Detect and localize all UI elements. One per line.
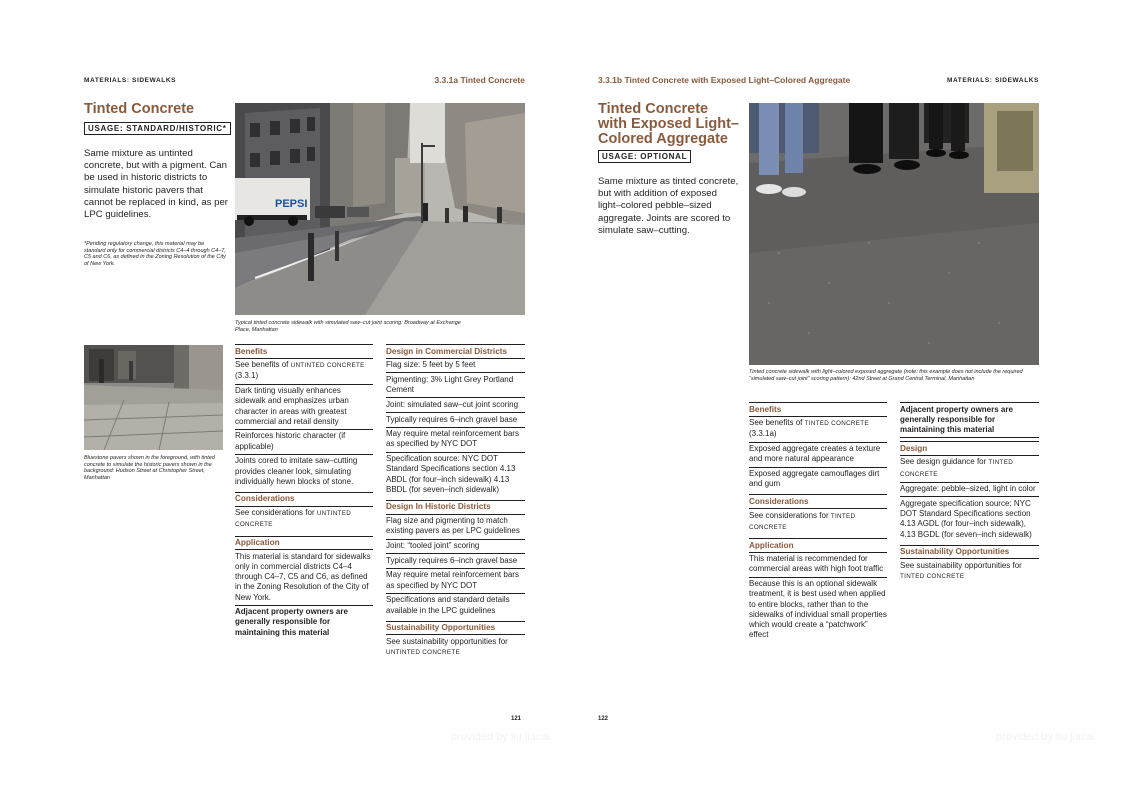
design-item: Flag size: 5 feet by 5 feet: [386, 359, 525, 374]
benefits-item: Joints cored to imitate saw–cutting provides cleaner look, simulating individually hewn blocks of stone.: [235, 456, 358, 486]
running-header-section: 3.3.1b Tinted Concrete with Exposed Light–Colored Aggregate: [598, 75, 851, 85]
adjacent-owners-note: Adjacent property owners are generally responsible for maintaining this material: [900, 402, 1039, 438]
design-item: Pigmenting: 3% Light Grey Portland Cement: [386, 373, 525, 398]
benefits-item: Dark tinting visually enhances sidewalk and emphasizes urban character in areas with greatest commercial and retail density: [235, 385, 373, 430]
right-column-2: [900, 402, 1039, 584]
considerations-heading: Considerations: [235, 492, 373, 507]
sustainability-item: See sustainability opportunities for UNTINTED CONCRETE: [386, 636, 508, 657]
design-item: Aggregate: pebble–sized, light in color: [900, 483, 1039, 498]
usage-badge: USAGE: STANDARD/HISTORIC*: [84, 122, 231, 135]
benefits-item: Reinforces historic character (if applicable): [235, 430, 373, 455]
page-title: Tinted Concrete with Exposed Light– Colored Aggregate: [598, 101, 739, 147]
intro-paragraph: Same mixture as untinted concrete, but with a pigment. Can be used in historic districts to simulate historic pavers that cannot be replaced in kind, as per LPC guidelines.: [84, 148, 228, 221]
aggregate-photo: [749, 103, 1039, 365]
sustainability-heading: Sustainability Opportunities: [900, 545, 1039, 560]
right-column-1: [749, 402, 887, 642]
page-number-left: 121: [511, 716, 522, 722]
application-item: This material is standard for sidewalks only in commercial districts C4–4 through C4–7, C5 and C6, as defined in the Zoning Resolution of the City of New York.: [235, 550, 373, 606]
considerations-item: See considerations for UNTINTED CONCRETE: [235, 508, 352, 529]
footnote: *Pending regulatory change, this material may be standard only for commercial districts C4–4 through C4–7, C5 and C6, as defined in the Zoning Resolution of the City of New York.: [84, 241, 226, 268]
left-column-2: [386, 344, 525, 660]
usage-badge: USAGE: OPTIONAL: [598, 150, 691, 163]
running-header-right: MATERIALS: SIDEWALKS: [946, 77, 1039, 84]
design-heading: Design: [900, 441, 1039, 456]
design-item: Joint: “tooled joint” scoring: [386, 540, 525, 555]
benefits-item: See benefits of UNTINTED CONCRETE (3.3.1): [235, 359, 373, 385]
benefits-heading: Benefits: [235, 344, 373, 359]
design-item: See design guidance for TINTED CONCRETE: [900, 456, 1039, 483]
bluestone-photo: [84, 345, 223, 450]
application-item: Adjacent property owners are generally responsible for maintaining this material: [235, 607, 348, 637]
design-commercial-heading: Design in Commercial Districts: [386, 344, 525, 359]
bluestone-photo-caption: Bluestone pavers shown in the foreground, with tinted concrete to simulate the historic pavers shown in the background: Hudson Street at Christopher Street, Manhattan: [84, 455, 215, 482]
design-item: May require metal reinforcement bars as specified by NYC DOT: [386, 428, 525, 453]
running-header-left: MATERIALS: SIDEWALKS: [84, 77, 177, 84]
application-item: Because this is an optional sidewalk treatment, it is best used when applied to entire blocks, rather than to the sidewalks of individual small properties which would create a “patchwork” effect: [749, 579, 887, 640]
benefits-item: Exposed aggregate camouflages dirt and gum: [749, 469, 880, 489]
left-column-1: [235, 344, 373, 640]
application-item: This material is recommended for commercial areas with high foot traffic: [749, 553, 887, 578]
benefits-heading: Benefits: [749, 402, 887, 417]
design-item: Specification source: NYC DOT Standard Specifications section 4.13 ABDL (for four–inch sidewalk) 4.13 BBDL (for seven–inch sidewalk): [386, 454, 516, 494]
sustainability-item: See sustainability opportunities for TINTED CONCRETE: [900, 560, 1022, 581]
intro-paragraph: Same mixture as tinted concrete, but with addition of exposed light–colored pebble–sized aggregate. Joints are scored to simulate saw–cutting.: [598, 176, 739, 236]
design-item: Typically requires 6–inch gravel base: [386, 554, 525, 569]
application-heading: Application: [235, 536, 373, 551]
benefits-item: See benefits of TINTED CONCRETE (3.3.1a): [749, 417, 887, 443]
benefits-item: Exposed aggregate creates a texture and more natural appearance: [749, 443, 887, 468]
considerations-item: See considerations for TINTED CONCRETE: [749, 510, 856, 531]
page-number-right: 122: [598, 716, 609, 722]
application-heading: Application: [749, 538, 887, 553]
street-photo: [235, 103, 525, 315]
svg-text:PEPSI: PEPSI: [275, 198, 308, 210]
design-item: Typically requires 6–inch gravel base: [386, 413, 525, 428]
design-item: Flag size and pigmenting to match existing pavers as per LPC guidelines: [386, 515, 525, 540]
design-item: May require metal reinforcement bars as specified by NYC DOT: [386, 569, 525, 594]
page-title: Tinted Concrete: [84, 101, 195, 117]
design-item: Aggregate specification source: NYC DOT Standard Specifications section 4.13 AGDL (for four–inch sidewalk), 4.13 BGDL (for seven–inch sidewalk): [900, 498, 1032, 539]
design-item: Specifications and standard details available in the LPC guidelines: [386, 595, 510, 615]
aggregate-photo-caption: Tinted concrete sidewalk with light–colored exposed aggregate (note: this example does not include the required “simulated saw–cut joint” scoring pattern): 42nd Street at Grand Central Terminal, Manhattan: [749, 369, 1023, 382]
main-photo-caption: Typical tinted concrete sidewalk with simulated saw–cut joint scoring: Broadway at Exchange Place, Manhattan: [235, 320, 461, 333]
considerations-heading: Considerations: [749, 494, 887, 509]
running-header-section: 3.3.1a Tinted Concrete: [434, 75, 525, 85]
sustainability-heading: Sustainability Opportunities: [386, 621, 525, 636]
design-historic-heading: Design In Historic Districts: [386, 500, 525, 515]
design-item: Joint: simulated saw–cut joint scoring: [386, 398, 525, 413]
watermark-right: provided by liu jiacai: [996, 731, 1096, 743]
watermark-left: provided by liu jiacai: [451, 731, 551, 743]
